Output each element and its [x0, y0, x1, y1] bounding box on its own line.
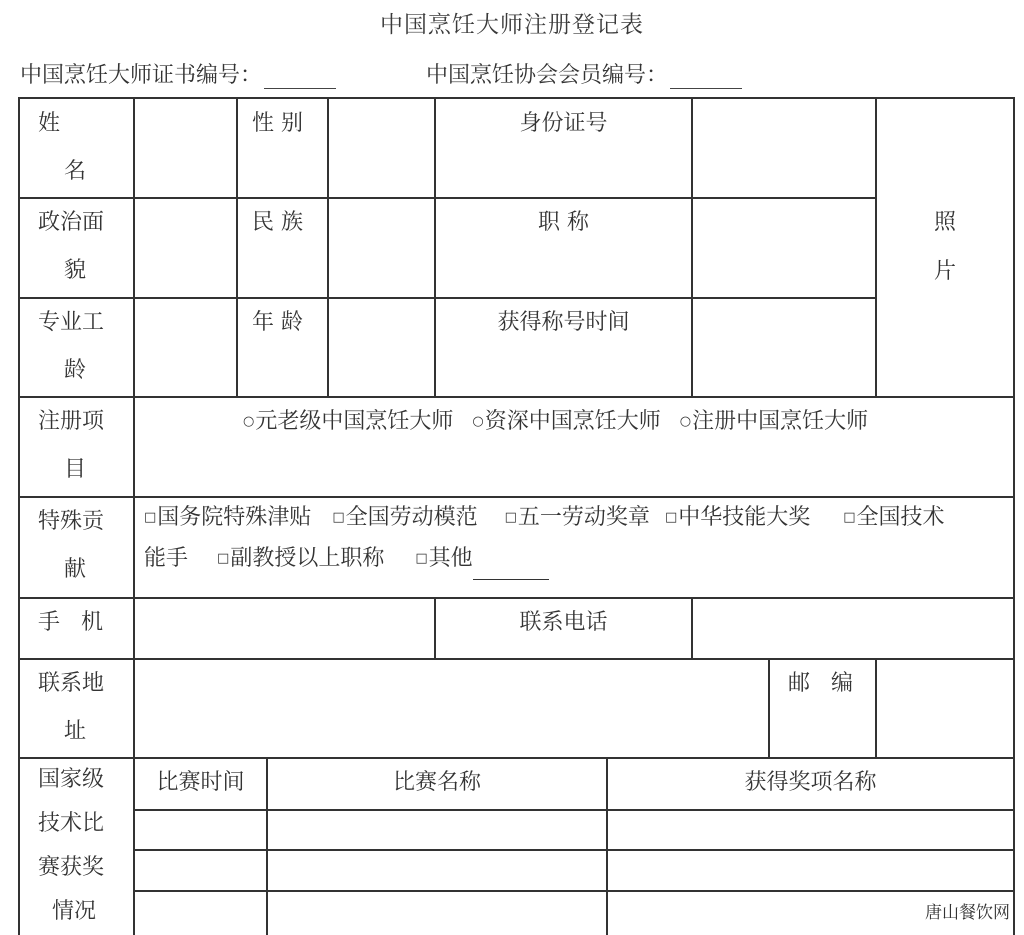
reg-option[interactable] — [243, 409, 453, 434]
contribution-label — [38, 498, 118, 594]
contribution-option[interactable] — [217, 546, 384, 571]
reg-option-label: 注册中国烹饪大师 — [692, 409, 869, 434]
competition-label-line2: 技术比 — [38, 811, 105, 836]
political-label-line1: 政治面 — [38, 210, 105, 235]
id-number-label: 身份证号 — [519, 111, 608, 136]
name-label-char: 名 — [64, 159, 87, 184]
work-years-label-line2: 龄 — [64, 358, 87, 383]
reg-item-label-line2: 目 — [64, 457, 87, 482]
contribution-option-label: 全国技术 — [856, 505, 945, 530]
mobile-label: 手 机 — [38, 610, 103, 635]
radio-circle-icon: ○ — [472, 414, 484, 429]
competition-label-line1: 国家级 — [38, 767, 105, 792]
reg-option-label: 资深中国烹饪大师 — [484, 409, 661, 434]
table-border-top — [18, 97, 1014, 99]
competition-label-line3: 赛获奖 — [38, 855, 105, 880]
postcode-label: 邮 编 — [788, 671, 853, 696]
watermark-text: 唐山餐饮网 — [925, 903, 1010, 923]
contribution-option[interactable] — [843, 505, 944, 530]
other-blank[interactable] — [473, 559, 549, 580]
table-border-left — [18, 97, 20, 935]
contribution-option[interactable] — [665, 505, 810, 530]
contribution-option-label: 其他 — [428, 546, 473, 571]
contribution-option[interactable] — [332, 505, 477, 530]
checkbox-icon: □ — [144, 510, 157, 525]
col-divider — [236, 97, 238, 397]
row-divider — [18, 658, 1014, 660]
cert-number-label: 中国烹饪大师证书编号： — [20, 63, 263, 88]
checkbox-icon: □ — [217, 551, 230, 566]
competition-col-header: 获得奖项名称 — [744, 770, 877, 795]
photo-label — [877, 198, 1013, 296]
member-number-label: 中国烹饪协会会员编号： — [426, 63, 669, 88]
political-label-line2: 貌 — [64, 258, 87, 283]
reg-option-label: 元老级中国烹饪大师 — [255, 409, 454, 434]
reg-option[interactable] — [472, 409, 660, 434]
table-border-right — [1013, 97, 1015, 935]
col-divider — [133, 97, 135, 935]
work-years-label-line1: 专业工 — [38, 310, 105, 335]
contribution-label-line1: 特殊贡 — [38, 509, 105, 534]
checkbox-icon: □ — [332, 510, 345, 525]
competition-label-line4: 情况 — [52, 899, 97, 924]
gender-label: 性 别 — [252, 111, 303, 136]
contribution-option-label: 国务院特殊津贴 — [157, 505, 312, 530]
political-label — [38, 199, 118, 295]
contribution-options-line2 — [144, 538, 549, 580]
col-divider — [327, 97, 329, 397]
radio-circle-icon: ○ — [679, 414, 692, 429]
photo-label-char: 片 — [933, 259, 956, 284]
contribution-option[interactable] — [505, 505, 650, 530]
job-title-label: 职 称 — [538, 210, 589, 235]
ethnicity-label: 民 族 — [252, 210, 303, 235]
competition-label — [38, 758, 118, 934]
radio-circle-icon: ○ — [243, 414, 255, 429]
phone-label: 联系电话 — [519, 610, 608, 635]
address-label — [38, 660, 118, 756]
age-label: 年 龄 — [252, 310, 303, 335]
reg-options — [243, 398, 868, 446]
form-title: 中国烹饪大师注册登记表 — [380, 12, 644, 38]
name-label-char: 姓 — [38, 111, 61, 136]
work-years-label — [38, 299, 118, 395]
reg-item-label — [38, 398, 118, 494]
photo-label-char: 照 — [933, 210, 956, 235]
checkbox-icon: □ — [504, 510, 517, 525]
checkbox-icon: □ — [664, 510, 678, 525]
competition-col-header: 比赛名称 — [392, 770, 481, 795]
contribution-option-label: 全国劳动模范 — [345, 505, 478, 530]
checkbox-icon: □ — [415, 551, 428, 566]
contribution-option-label: 五一劳动奖章 — [517, 505, 650, 530]
col-divider — [875, 658, 877, 758]
contribution-line2-prefix: 能手 — [144, 546, 189, 571]
reg-option[interactable] — [680, 409, 868, 434]
col-divider — [691, 97, 693, 397]
contribution-label-line2: 献 — [64, 557, 87, 582]
col-divider — [768, 658, 770, 758]
address-label-line2: 址 — [64, 719, 87, 744]
checkbox-icon: □ — [843, 510, 856, 525]
contribution-option[interactable] — [144, 505, 311, 530]
title-date-label: 获得称号时间 — [497, 310, 630, 335]
contribution-options-line1 — [144, 497, 945, 539]
contribution-option-label: 中华技能大奖 — [678, 505, 811, 530]
reg-item-label-line1: 注册项 — [38, 409, 105, 434]
name-label — [38, 100, 118, 196]
col-divider — [691, 597, 693, 659]
contribution-option[interactable] — [415, 546, 548, 571]
competition-col-header: 比赛时间 — [156, 770, 245, 795]
contribution-option-label: 副教授以上职称 — [230, 546, 385, 571]
address-label-line1: 联系地 — [38, 671, 105, 696]
